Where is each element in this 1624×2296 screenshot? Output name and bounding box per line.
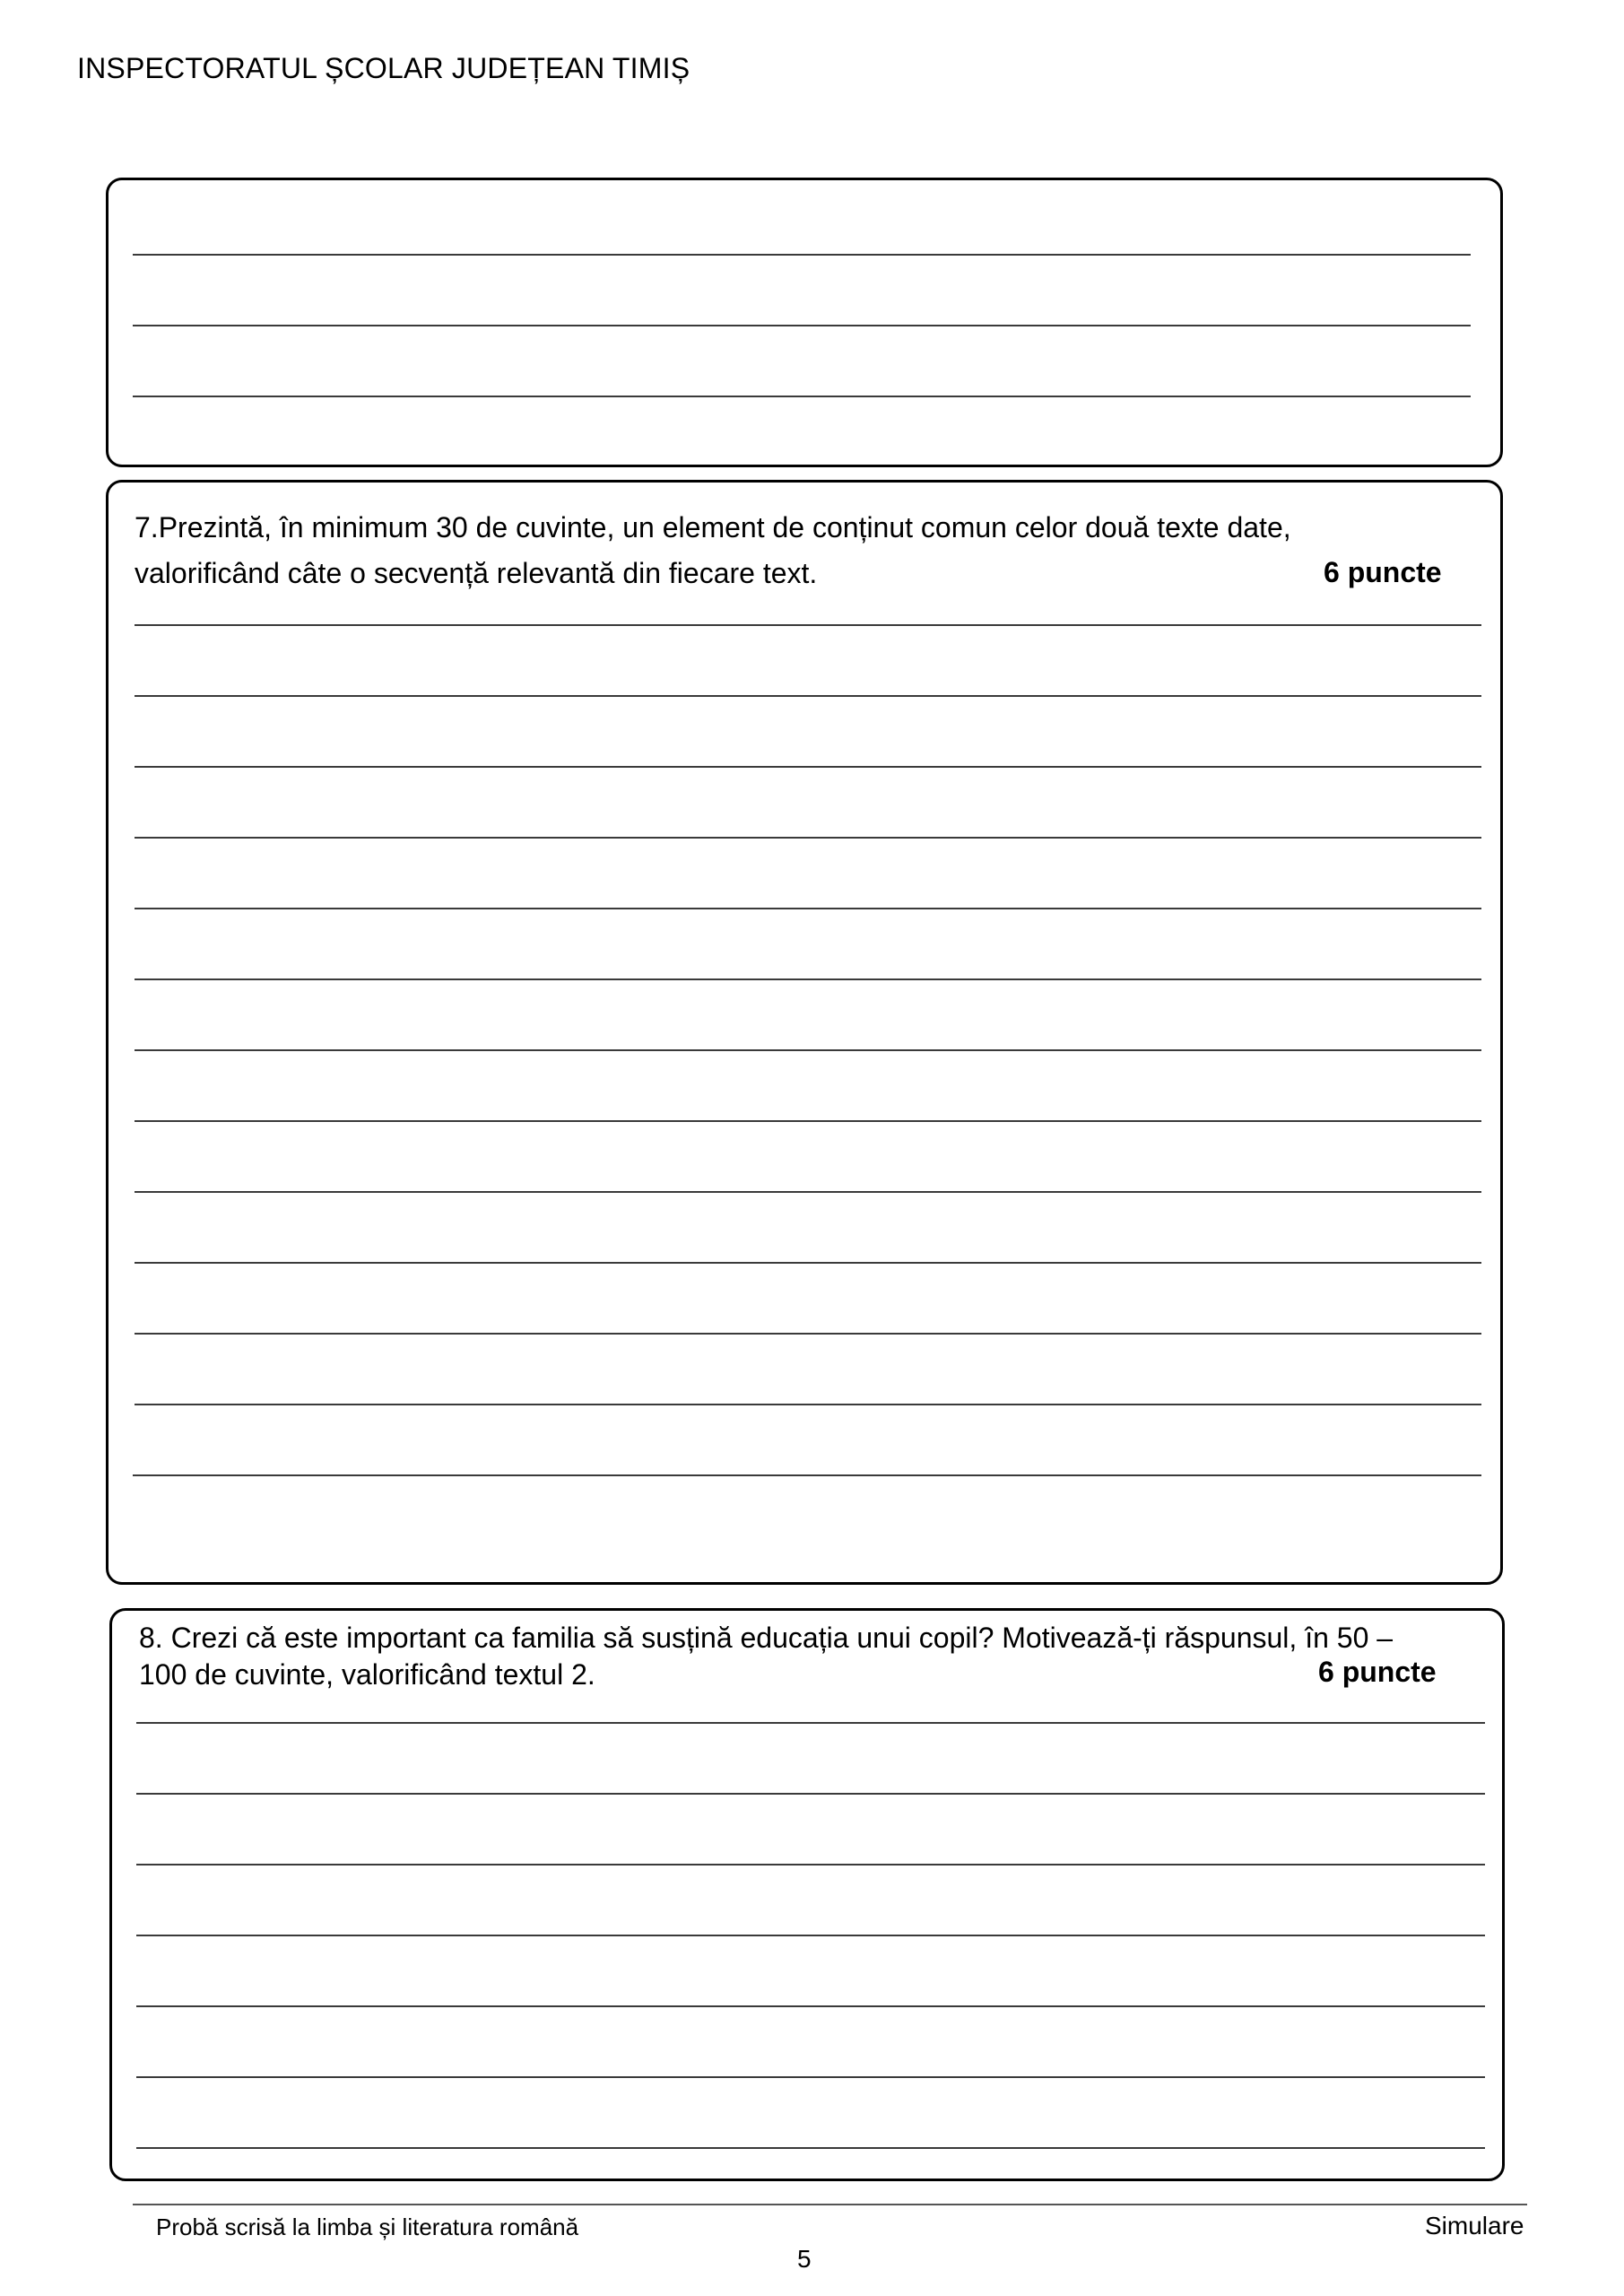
answer-line[interactable] — [135, 908, 1481, 909]
answer-line[interactable] — [136, 1722, 1485, 1724]
answer-line[interactable] — [135, 1120, 1481, 1122]
footer-exam-name: Probă scrisă la limba și literatura română — [156, 2213, 579, 2240]
answer-line[interactable] — [135, 1191, 1481, 1193]
answer-line[interactable] — [133, 396, 1471, 397]
footer-divider — [133, 2204, 1527, 2205]
answer-line[interactable] — [135, 978, 1481, 980]
answer-line[interactable] — [136, 1864, 1485, 1866]
answer-line[interactable] — [135, 766, 1481, 768]
answer-line[interactable] — [136, 1935, 1485, 1936]
answer-line[interactable] — [135, 837, 1481, 839]
page-header-title: INSPECTORATUL ȘCOLAR JUDEȚEAN TIMIȘ — [77, 52, 690, 84]
answer-line[interactable] — [136, 2005, 1485, 2007]
answer-line[interactable] — [135, 624, 1481, 626]
answer-line[interactable] — [133, 1474, 1481, 1476]
answer-line[interactable] — [135, 1404, 1481, 1405]
question-8-text-line-2: 100 de cuvinte, valorificând textul 2. — [139, 1658, 595, 1691]
answer-line[interactable] — [133, 254, 1471, 256]
question-7-text-line-2: valorificând câte o secvență relevantă din fiecare text. — [135, 557, 818, 589]
question-8-text-line-1: 8. Crezi că este important ca familia să susțină educația unui copil? Motivează-ți răspunsul, în 50 – — [139, 1622, 1394, 1654]
answer-box-continued — [106, 178, 1503, 467]
question-7-box — [106, 480, 1503, 1585]
footer-exam-type: Simulare — [1425, 2212, 1524, 2239]
question-7-points: 6 puncte — [1324, 556, 1442, 588]
answer-line[interactable] — [133, 325, 1471, 326]
answer-line[interactable] — [136, 2076, 1485, 2078]
answer-line[interactable] — [136, 2147, 1485, 2149]
answer-line[interactable] — [135, 1262, 1481, 1264]
question-7-text-line-1: 7.Prezintă, în minimum 30 de cuvinte, un element de conținut comun celor două texte date, — [135, 511, 1291, 544]
page-number: 5 — [797, 2245, 812, 2273]
answer-line[interactable] — [135, 1049, 1481, 1051]
answer-line[interactable] — [135, 695, 1481, 697]
answer-line[interactable] — [136, 1793, 1485, 1795]
answer-line[interactable] — [135, 1333, 1481, 1335]
question-8-points: 6 puncte — [1318, 1656, 1437, 1688]
